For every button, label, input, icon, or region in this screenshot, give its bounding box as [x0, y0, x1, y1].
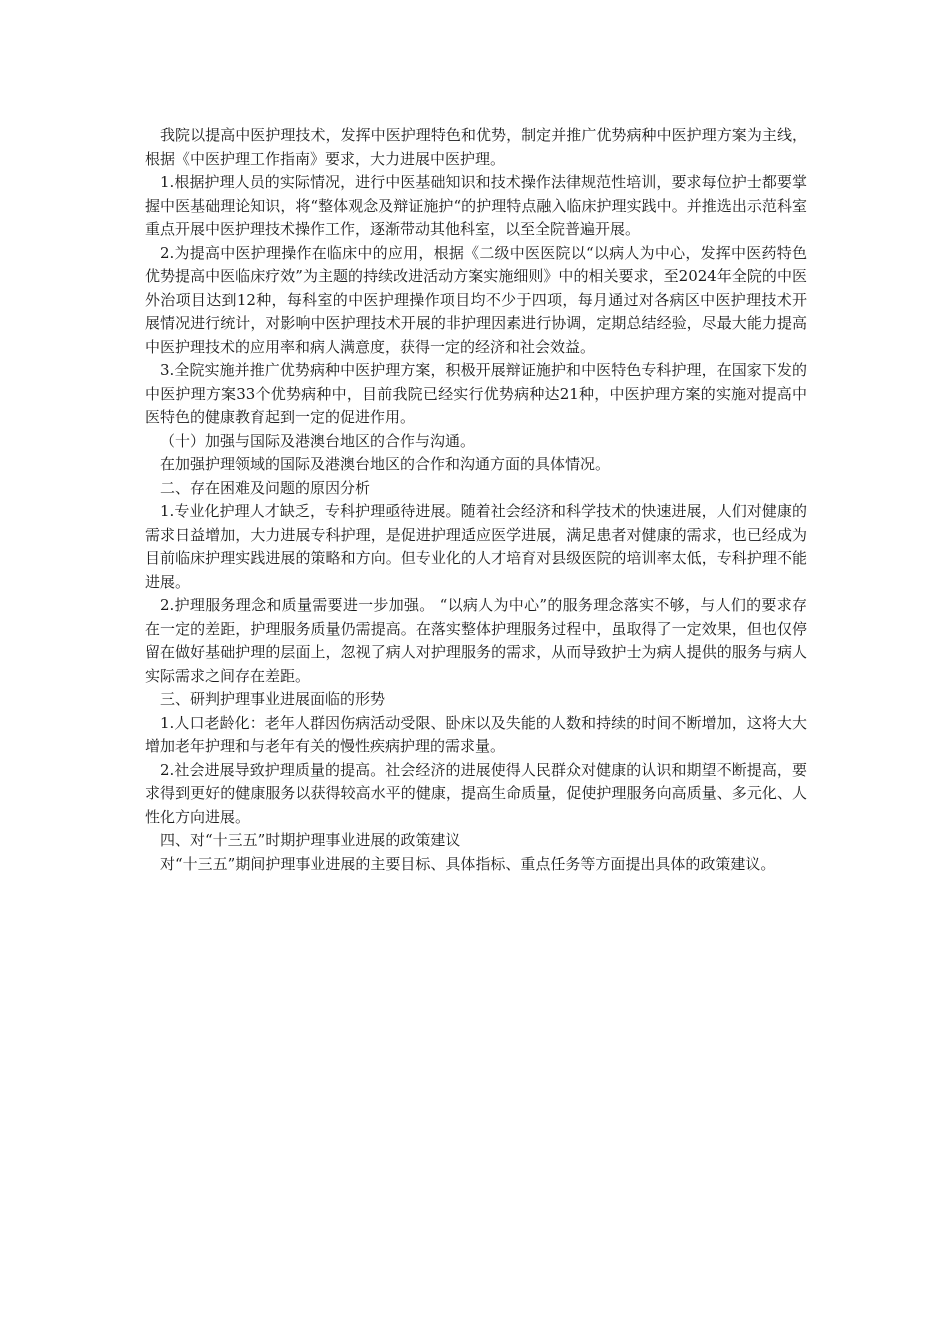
paragraph-item-1-training: 1.根据护理人员的实际情况，进行中医基础知识和技术操作法律规范性培训，要求每位护士都要掌握中医基础理论知识，将“整体观念及辩证施护“的护理特点融入临床护理实践中。并推选出示范科室重点开展中医护理技术操作工作，逐渐带动其他科室，以至全院普遍开展。 — [145, 173, 807, 238]
paragraph-situation-2: 2.社会进展导致护理质量的提高。社会经济的进展使得人民群众对健康的认识和期望不断提高，要求得到更好的健康服务以获得较高水平的健康，提高生命质量，促使护理服务向高质量、多元化、人性化方向进展。 — [145, 760, 807, 826]
paragraph-difficulty-1: 1.专业化护理人才缺乏，专科护理亟待进展。随着社会经济和科学技术的快速进展，人们对健康的需求日益增加，大力进展专科护理，是促进护理适应医学进展，满足患者对健康的需求，也已经成为目前临床护理实践进展的策略和方向。但专业化的人才培育对县级医院的培训率太低，专科护理不能进展。 — [145, 502, 807, 591]
section-heading-suggestions: 四、对“十三五”时期护理事业进展的政策建议 — [160, 831, 461, 849]
paragraph-difficulty-2: 2.护理服务理念和质量需要进一步加强。 “以病人为中心”的服务理念落实不够，与人们的要求存在一定的差距，护理服务质量仍需提高。在落实整体护理服务过程中，虽取得了一定效果，但也仅停留在做好基础护理的层面上，忽视了病人对护理服务的需求，从而导致护士为病人提供的服务与病人实际需求之间存在差距。 — [145, 596, 807, 685]
section-heading-difficulties: 二、存在困难及问题的原因分析 — [160, 478, 371, 497]
document-body — [145, 124, 807, 876]
paragraph-item-2-application: 2.为提高中医护理操作在临床中的应用，根据《二级中医医院以“以病人为中心，发挥中医药特色优势提高中医临床疗效”为主题的持续改进活动方案实施细则》中的相关要求，至2024年全院的中医外治项目达到12种，每科室的中医护理操作项目均不少于四项，每月通过对各病区中医护理技术开展情况进行统计，对影响中医护理技术开展的非护理因素进行协调，定期总结经验，尽最大能力提高中医护理技术的应用率和病人满意度，获得一定的经济和社会效益。 — [145, 243, 807, 356]
section-heading-cooperation: （十）加强与国际及港澳台地区的合作与沟通。 — [160, 431, 476, 450]
paragraph-intro: 我院以提高中医护理技术，发挥中医护理特色和优势，制定并推广优势病种中医护理方案为主线，根据《中医护理工作指南》要求，大力进展中医护理。 — [145, 126, 807, 168]
paragraph-item-3-programs: 3.全院实施并推广优势病种中医护理方案，积极开展辩证施护和中医特色专科护理，在国家下发的中医护理方案33个优势病种中，目前我院已经实行优势病种达21种，中医护理方案的实施对提高中医特色的健康教育起到一定的促进作用。 — [145, 361, 807, 426]
paragraph-situation-1: 1.人口老龄化：老年人群因伤病活动受限、卧床以及失能的人数和持续的时间不断增加，这将大大增加老年护理和与老年有关的慢性疾病护理的需求量。 — [145, 713, 807, 755]
paragraph-cooperation: 在加强护理领域的国际及港澳台地区的合作和沟通方面的具体情况。 — [160, 455, 611, 473]
paragraph-suggestions: 对“十三五”期间护理事业进展的主要目标、具体指标、重点任务等方面提出具体的政策建议。 — [160, 854, 776, 873]
section-heading-situation: 三、研判护理事业进展面临的形势 — [160, 690, 386, 708]
